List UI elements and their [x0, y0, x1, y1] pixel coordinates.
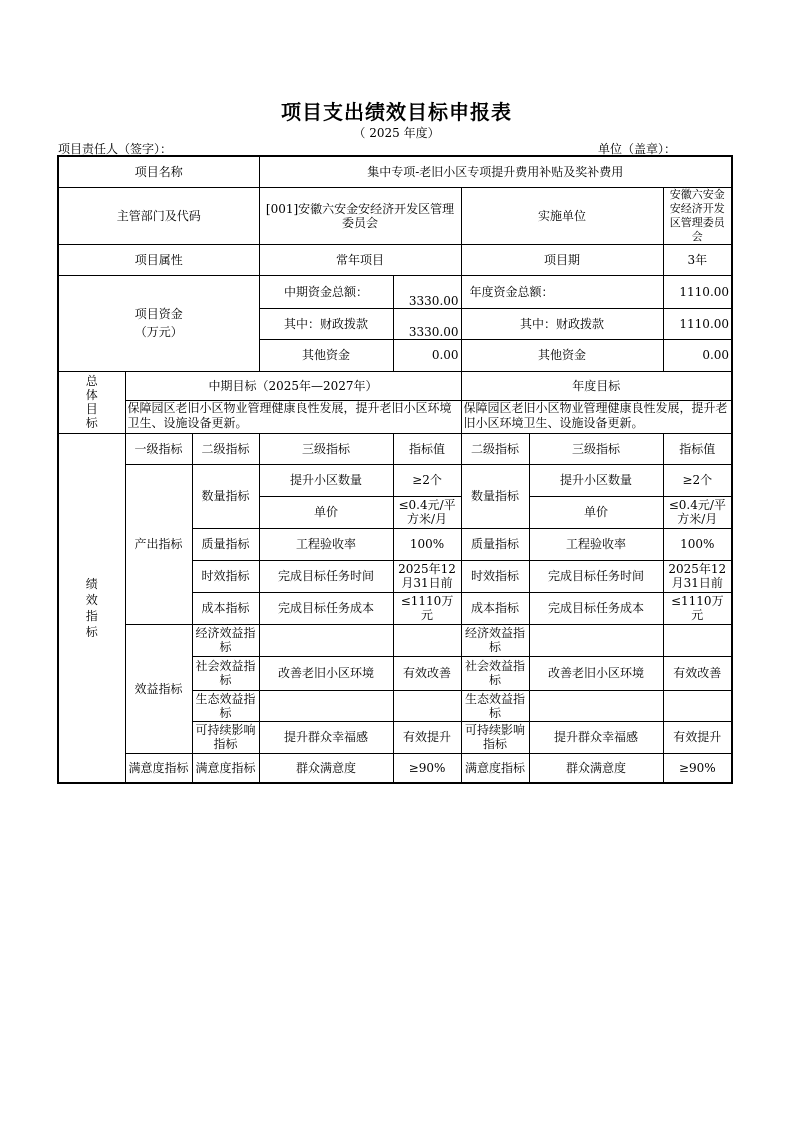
table-cell: 提升小区数量: [259, 464, 393, 496]
mid-fiscal-value: 3330.00: [393, 308, 461, 339]
table-cell: 满意度指标: [461, 753, 529, 783]
table-cell: [393, 690, 461, 721]
table-cell: 成本指标: [192, 592, 259, 624]
mid-other-value: 0.00: [393, 339, 461, 371]
table-cell: [663, 690, 732, 721]
table-cell: 满意度指标: [192, 753, 259, 783]
year-fiscal-label: 其中：财政拨款: [461, 308, 663, 339]
table-cell: 有效改善: [393, 656, 461, 690]
project-name-label: 项目名称: [58, 156, 259, 187]
table-cell: 质量指标: [192, 528, 259, 560]
project-name-value: 集中专项-老旧小区专项提升费用补贴及奖补费用: [259, 156, 732, 187]
mid-other-label: 其他资金: [259, 339, 393, 371]
table-cell: 完成目标任务成本: [529, 592, 663, 624]
table-cell: [393, 624, 461, 656]
satisfaction-indicator-label: 满意度指标: [125, 753, 192, 783]
department-value: [001]安徽六安金安经济开发区管理委员会: [259, 187, 461, 244]
year-total-value: 1110.00: [663, 275, 732, 308]
table-cell: ≥2个: [663, 464, 732, 496]
benefit-indicator-label: 效益指标: [125, 624, 192, 753]
table-cell: [529, 624, 663, 656]
header-year-level3: 三级指标: [529, 433, 663, 464]
table-cell: 成本指标: [461, 592, 529, 624]
table-cell: 可持续影响指标: [192, 721, 259, 753]
table-cell: 改善老旧小区环境: [529, 656, 663, 690]
year-total-label: 年度资金总额：: [461, 275, 663, 308]
table-cell: 质量指标: [461, 528, 529, 560]
project-attr-label: 项目属性: [58, 244, 259, 275]
table-cell: 经济效益指标: [192, 624, 259, 656]
table-cell: ≥90%: [393, 753, 461, 783]
header-level3: 三级指标: [259, 433, 393, 464]
table-cell: 提升群众幸福感: [259, 721, 393, 753]
table-cell: 100%: [663, 528, 732, 560]
table-cell: 100%: [393, 528, 461, 560]
year-fiscal-value: 1110.00: [663, 308, 732, 339]
table-cell: 工程验收率: [529, 528, 663, 560]
table-cell: 生态效益指标: [192, 690, 259, 721]
implementer-label: 实施单位: [461, 187, 663, 244]
table-cell: 单价: [259, 496, 393, 528]
table-cell: 完成目标任务成本: [259, 592, 393, 624]
table-cell: 改善老旧小区环境: [259, 656, 393, 690]
form-title: 项目支出绩效目标申报表: [281, 100, 512, 124]
table-cell: 单价: [529, 496, 663, 528]
output-indicator-label: 产出指标: [125, 464, 192, 624]
table-cell: 2025年12月31日前: [663, 560, 732, 592]
mid-total-label: 中期资金总额：: [259, 275, 393, 308]
header-level2: 二级指标: [192, 433, 259, 464]
implementer-value: 安徽六安金安经济开发区管理委员会: [663, 187, 732, 244]
table-cell: [259, 690, 393, 721]
table-cell: [663, 624, 732, 656]
mid-fiscal-label: 其中：财政拨款: [259, 308, 393, 339]
table-cell: 生态效益指标: [461, 690, 529, 721]
department-label: 主管部门及代码: [58, 187, 259, 244]
year-goal-header: 年度目标: [461, 371, 732, 400]
year-goal-text: 保障园区老旧小区物业管理健康良性发展，提升老旧小区环境卫生、设施设备更新。: [461, 400, 732, 433]
header-value: 指标值: [393, 433, 461, 464]
table-cell: 群众满意度: [529, 753, 663, 783]
header-year-level2: 二级指标: [461, 433, 529, 464]
table-cell: 提升群众幸福感: [529, 721, 663, 753]
header-year-value: 指标值: [663, 433, 732, 464]
table-cell: [529, 690, 663, 721]
unit-seal-label: 单位（盖章）：: [598, 142, 677, 156]
table-cell: 时效指标: [461, 560, 529, 592]
table-cell: 时效指标: [192, 560, 259, 592]
mid-goal-header: 中期目标（2025年—2027年）: [125, 371, 461, 400]
table-cell: 社会效益指标: [461, 656, 529, 690]
table-cell: ≤1110万元: [393, 592, 461, 624]
table-cell: 工程验收率: [259, 528, 393, 560]
table-cell: 完成目标任务时间: [529, 560, 663, 592]
table-cell: 数量指标: [461, 464, 529, 528]
overall-goal-label: 总 体 目 标: [58, 371, 125, 433]
table-cell: ≥2个: [393, 464, 461, 496]
project-period-label: 项目期: [461, 244, 663, 275]
responsible-signature-label: 项目责任人（签字）：: [58, 142, 173, 156]
year-other-value: 0.00: [663, 339, 732, 371]
table-cell: [259, 624, 393, 656]
table-cell: ≤0.4元/平方米/月: [663, 496, 732, 528]
table-cell: 2025年12月31日前: [393, 560, 461, 592]
table-cell: 社会效益指标: [192, 656, 259, 690]
table-cell: 数量指标: [192, 464, 259, 528]
table-cell: ≥90%: [663, 753, 732, 783]
table-cell: 提升小区数量: [529, 464, 663, 496]
table-cell: 完成目标任务时间: [259, 560, 393, 592]
performance-label: 绩 效 指 标: [58, 433, 125, 783]
table-cell: 有效改善: [663, 656, 732, 690]
table-cell: 群众满意度: [259, 753, 393, 783]
year-other-label: 其他资金: [461, 339, 663, 371]
table-cell: 有效提升: [393, 721, 461, 753]
table-cell: 有效提升: [663, 721, 732, 753]
performance-form-table: [57, 155, 733, 784]
mid-total-value: 3330.00: [393, 275, 461, 308]
table-cell: 可持续影响指标: [461, 721, 529, 753]
table-cell: 经济效益指标: [461, 624, 529, 656]
funds-label: 项目资金 （万元）: [58, 275, 259, 371]
fiscal-year: （ 2025 年度）: [353, 126, 440, 140]
table-cell: ≤0.4元/平方米/月: [393, 496, 461, 528]
mid-goal-text: 保障园区老旧小区物业管理健康良性发展，提升老旧小区环境卫生、设施设备更新。: [125, 400, 461, 433]
header-level1: 一级指标: [125, 433, 192, 464]
project-period-value: 3年: [663, 244, 732, 275]
project-attr-value: 常年项目: [259, 244, 461, 275]
table-cell: ≤1110万元: [663, 592, 732, 624]
